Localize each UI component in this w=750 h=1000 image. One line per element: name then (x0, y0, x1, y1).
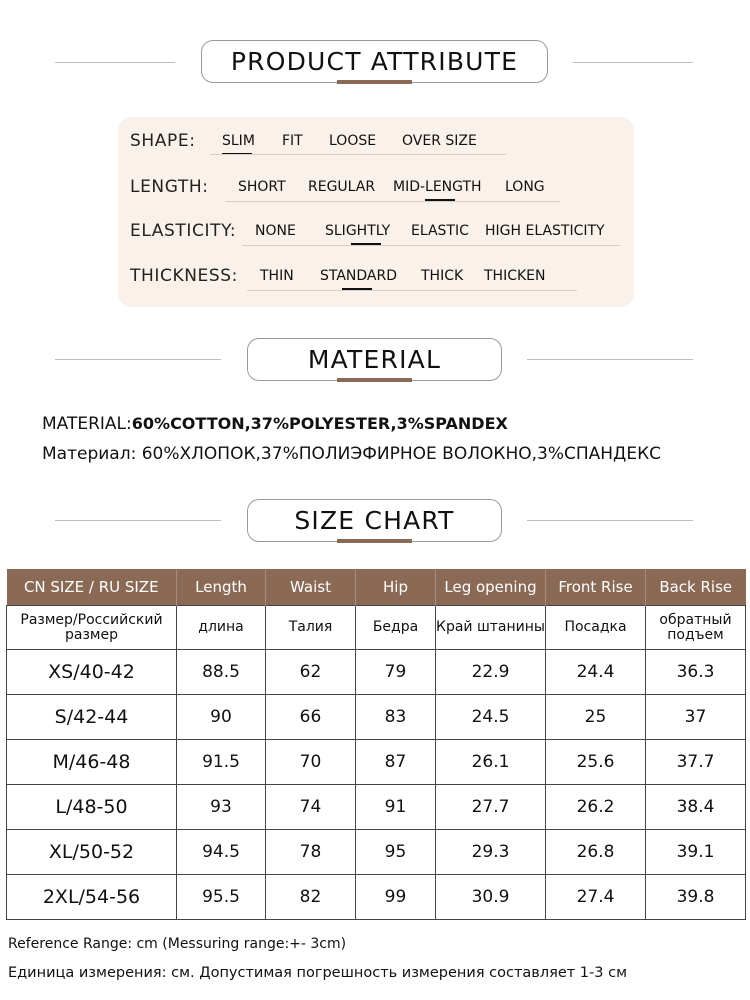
table-cell: 99 (356, 875, 436, 920)
table-cell: 79 (356, 650, 436, 695)
attr-option-fit: FIT (282, 133, 303, 149)
material-ru-value: 60%ХЛОПОК,37%ПОЛИЭФИРНОЕ ВОЛОКНО,3%СПАНДЕКС (141, 444, 662, 464)
attr-row-length (130, 177, 630, 207)
table-cell: 91.5 (177, 740, 266, 785)
table-cell: 95 (356, 830, 436, 875)
header-length: Length (177, 569, 266, 606)
table-cell: 38.4 (646, 785, 746, 830)
attr-label: THICKNESS: (130, 266, 238, 286)
section-title: PRODUCT ATTRIBUTE (201, 40, 548, 83)
table-cell: 78 (266, 830, 356, 875)
reference-range-note: Reference Range: cm (Messuring range:+- 3cm) (8, 936, 347, 952)
table-cell: 26.1 (436, 740, 546, 785)
table-row (7, 875, 746, 920)
attr-option-thick: THICK (421, 268, 464, 284)
table-cell: 37.7 (646, 740, 746, 785)
attr-underline (247, 290, 577, 291)
attr-option-slim: SLIM (222, 133, 255, 149)
table-ru-header-row (7, 606, 746, 650)
table-cell: 95.5 (177, 875, 266, 920)
section-title: MATERIAL (247, 338, 502, 381)
material-en (42, 414, 508, 434)
table-row (7, 785, 746, 830)
divider-right (527, 359, 693, 360)
attr-underline (210, 154, 506, 155)
attr-option-thicken: THICKEN (484, 268, 546, 284)
table-cell: 36.3 (646, 650, 746, 695)
table-cell: 27.4 (546, 875, 646, 920)
table-cell: 30.9 (436, 875, 546, 920)
attr-row-shape (130, 131, 630, 161)
attr-option-none: NONE (255, 223, 296, 239)
table-row (7, 650, 746, 695)
ru-header-cell: Посадка (546, 606, 646, 650)
attr-option-loose: LOOSE (329, 133, 377, 149)
header-leg-opening: Leg opening (436, 569, 546, 606)
material-ru-label: Материал: (42, 444, 137, 464)
attr-underline (226, 201, 560, 202)
attr-option-long: LONG (505, 179, 545, 195)
product-attribute-panel (118, 117, 634, 307)
table-cell: 93 (177, 785, 266, 830)
table-cell: 87 (356, 740, 436, 785)
measurement-note-ru: Единица измерения: см. Допустимая погрешность измерения составляет 1-3 см (8, 965, 628, 981)
title-underbar (337, 378, 412, 382)
attr-label: SHAPE: (130, 131, 196, 151)
attr-option-high-elasticity: HIGH ELASTICITY (485, 223, 605, 239)
table-cell: 82 (266, 875, 356, 920)
divider-right (527, 520, 693, 521)
ru-header-cell: обратный подъем (646, 606, 746, 650)
ru-header-cell: Талия (266, 606, 356, 650)
table-cell: 29.3 (436, 830, 546, 875)
table-cell: 24.5 (436, 695, 546, 740)
attr-option-mid-length: MID-LENGTH (393, 179, 482, 195)
table-cell: 83 (356, 695, 436, 740)
header-cn-ru-size: CN SIZE / RU SIZE (7, 569, 177, 606)
divider-left (55, 62, 175, 63)
attr-label: LENGTH: (130, 177, 209, 197)
ru-header-cell: Бедра (356, 606, 436, 650)
material-en-value: 60%COTTON,37%POLYESTER,3%SPANDEX (131, 414, 508, 433)
title-underbar (337, 80, 412, 84)
size-cell: XL/50-52 (7, 830, 177, 875)
table-cell: 94.5 (177, 830, 266, 875)
attr-row-thickness (130, 266, 630, 296)
attr-option-thin: THIN (260, 268, 294, 284)
divider-right (573, 62, 693, 63)
table-cell: 22.9 (436, 650, 546, 695)
section-title: SIZE CHART (247, 499, 502, 542)
ru-header-cell: Край штанины (436, 606, 546, 650)
divider-left (55, 359, 221, 360)
attr-row-elasticity (130, 221, 630, 251)
attr-option-over-size: OVER SIZE (402, 133, 477, 149)
size-chart-table (6, 569, 746, 920)
title-underbar (337, 539, 412, 543)
attr-underline (242, 245, 620, 246)
size-cell: 2XL/54-56 (7, 875, 177, 920)
table-cell: 66 (266, 695, 356, 740)
attr-option-regular: REGULAR (308, 179, 376, 195)
table-cell: 27.7 (436, 785, 546, 830)
table-row (7, 695, 746, 740)
size-cell: XS/40-42 (7, 650, 177, 695)
attr-option-short: SHORT (238, 179, 286, 195)
size-cell: M/46-48 (7, 740, 177, 785)
material-ru (42, 444, 661, 464)
table-cell: 88.5 (177, 650, 266, 695)
table-cell: 39.1 (646, 830, 746, 875)
header-back-rise: Back Rise (646, 569, 746, 606)
attr-option-elastic: ELASTIC (411, 223, 469, 239)
divider-left (55, 520, 221, 521)
table-cell: 26.8 (546, 830, 646, 875)
ru-header-cell: Размер/Российский размер (7, 606, 177, 650)
material-en-label: MATERIAL: (42, 414, 132, 434)
size-cell: S/42-44 (7, 695, 177, 740)
size-cell: L/48-50 (7, 785, 177, 830)
table-cell: 24.4 (546, 650, 646, 695)
attr-option-standard: STANDARD (320, 268, 397, 284)
ru-header-cell: длина (177, 606, 266, 650)
table-cell: 25.6 (546, 740, 646, 785)
header-front-rise: Front Rise (546, 569, 646, 606)
table-cell: 70 (266, 740, 356, 785)
table-cell: 26.2 (546, 785, 646, 830)
header-waist: Waist (266, 569, 356, 606)
table-cell: 62 (266, 650, 356, 695)
attr-option-slightly: SLIGHTLY (325, 223, 390, 239)
table-cell: 37 (646, 695, 746, 740)
table-cell: 91 (356, 785, 436, 830)
attr-label: ELASTICITY: (130, 221, 237, 241)
table-cell: 39.8 (646, 875, 746, 920)
table-cell: 74 (266, 785, 356, 830)
table-cell: 25 (546, 695, 646, 740)
table-header-row (7, 569, 746, 606)
table-row (7, 740, 746, 785)
table-cell: 90 (177, 695, 266, 740)
table-row (7, 830, 746, 875)
header-hip: Hip (356, 569, 436, 606)
